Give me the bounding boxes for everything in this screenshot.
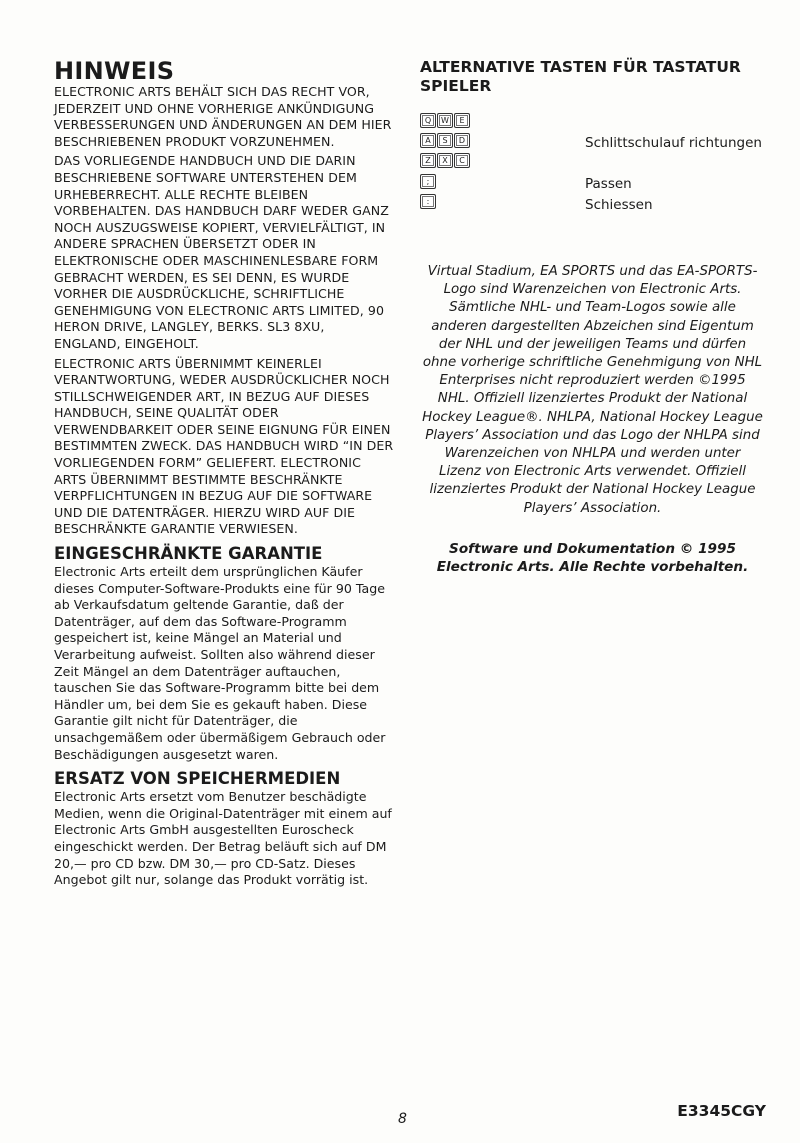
ersatz-heading: ERSATZ VON SPEICHERMEDIEN	[54, 769, 341, 789]
key-q: Q	[420, 113, 436, 128]
hinweis-heading: HINWEIS	[54, 57, 175, 85]
hinweis-paragraph-1: ELECTRONIC ARTS BEHÄLT SICH DAS RECHT VOR, JEDERZEIT UND OHNE VORHERIGE ANKÜNDIGUNG VERBESSERUNGEN UND ÄNDERUNGEN AN DEM HIER BESCHRIEBENEN PRODUKT VORZUNEHMEN.	[54, 84, 392, 149]
key-row-pass	[420, 174, 436, 189]
alt-keys-heading-line2: SPIELER	[420, 77, 492, 95]
hinweis-paragraph-2: DAS VORLIEGENDE HANDBUCH UND DIE DARIN BESCHRIEBENE SOFTWARE UNTERSTEHEN DEM URHEBERRECHT. ALLE RECHTE BLEIBEN VORBEHALTEN. DAS HANDBUCH DARF WEDER GANZ NOCH AUSZUGSWEISE KOPIERT, VERVIELFÄLTIGT, IN ANDERE SPRACHEN ÜBERSETZT ODER IN ELEKTRONISCHE ODER MASCHINENLESBARE FORM GEBRACHT WERDEN, ES SEI DENN, ES WURDE VORHER DIE AUSDRÜCKLICHE, SCHRIFTLICHE GENEHMIGUNG VON ELECTRONIC ARTS LIMITED, 90 HERON DRIVE, LANGLEY, BERKS. SL3 8XU, ENGLAND, EINGEHOLT.	[54, 153, 389, 351]
garantie-text: Electronic Arts erteilt dem ursprünglichen Käufer dieses Computer-Software-Produkts eine für 90 Tage ab Verkaufsdatum geltende Garantie, daß der Datenträger, auf dem das Software-Programm gespeichert ist, keine Mängel an Material und Verarbeitung aufweist. Sollten also während dieser Zeit Mängel an dem Datenträger auftauchen, tauschen Sie das Software-Programm bitte bei dem Händler um, bei dem Sie es gekauft haben. Diese Garantie gilt nicht für Datenträger, die unsachgemäßem oder übermäßigem Gebrauch oder Beschädigungen ausgesetzt waren.	[54, 564, 386, 762]
key-s: S	[437, 133, 453, 148]
key-semicolon: ;	[420, 174, 436, 189]
label-shoot: Schiessen	[585, 197, 653, 213]
key-row-asd	[420, 133, 470, 148]
key-c: C	[454, 153, 470, 168]
document-code: E3345CGY	[677, 1102, 766, 1120]
key-a: A	[420, 133, 436, 148]
key-d: D	[454, 133, 470, 148]
key-w: W	[437, 113, 453, 128]
key-e: E	[454, 113, 470, 128]
hinweis-paragraph-3: ELECTRONIC ARTS ÜBERNIMMT KEINERLEI VERANTWORTUNG, WEDER AUSDRÜCKLICHER NOCH STILLSCHWEIGENDER ART, IN BEZUG AUF DIESES HANDBUCH, SEINE QUALITÄT ODER VERWENDBARKEIT ODER SEINE EIGNUNG FÜR EINEN BESTIMMTEN ZWECK. DAS HANDBUCH WIRD “IN DER VORLIEGENDEN FORM” GELIEFERT. ELECTRONIC ARTS ÜBERNIMMT BESTIMMTE BESCHRÄNKTE VERPFLICHTUNGEN IN BEZUG AUF DIE SOFTWARE UND DIE DATENTRÄGER. HIERZU WIRD AUF DIE BESCHRÄNKTE GARANTIE VERWIESEN.	[54, 355, 394, 537]
key-colon: :	[420, 194, 436, 209]
ersatz-text: Electronic Arts ersetzt vom Benutzer beschädigte Medien, wenn die Original-Datenträger mit einem auf Electronic Arts GmbH ausgestellten Euroscheck eingeschickt werden. Der Betrag beläuft sich auf DM 20,— pro CD bzw. DM 30,— pro CD-Satz. Dieses Angebot gilt nur, solange das Produkt vorrätig ist.	[54, 789, 392, 888]
key-x: X	[437, 153, 453, 168]
trademark-notice: Virtual Stadium, EA SPORTS und das EA-SPORTS-Logo sind Warenzeichen von Electronic Arts. Sämtliche NHL- und Team-Logos sowie alle anderen dargestellten Abzeichen sind Eigentum der NHL und der jeweiligen Teams und dürfen ohne vorherige schriftliche Genehmigung von NHL Enterprises nicht reproduziert werden ©1995 NHL. Offiziell lizenziertes Produkt der National Hockey League®. NHLPA, National Hockey League Players’ Association und das Logo der NHLPA sind Warenzeichen von NHLPA und werden unter Lizenz von Electronic Arts verwendet. Offiziell lizenziertes Produkt der National Hockey League Players’ Association.	[422, 264, 763, 516]
key-row-shoot	[420, 194, 436, 209]
page-number: 8	[398, 1111, 407, 1127]
alt-keys-heading-line1: ALTERNATIVE TASTEN FÜR TASTATUR	[420, 58, 741, 76]
label-pass: Passen	[585, 176, 632, 192]
key-diagram	[420, 113, 765, 223]
garantie-heading: EINGESCHRÄNKTE GARANTIE	[54, 544, 323, 564]
key-row-zxc	[420, 153, 470, 168]
key-row-qwe	[420, 113, 470, 128]
copyright-line-2: Electronic Arts. Alle Rechte vorbehalten.	[436, 558, 749, 575]
right-column	[420, 58, 765, 576]
key-z: Z	[420, 153, 436, 168]
copyright-notice	[420, 540, 765, 576]
copyright-line-1: Software und Dokumentation © 1995	[449, 540, 736, 557]
left-column	[54, 58, 394, 889]
label-skating: Schlittschulauf richtungen	[585, 135, 762, 151]
